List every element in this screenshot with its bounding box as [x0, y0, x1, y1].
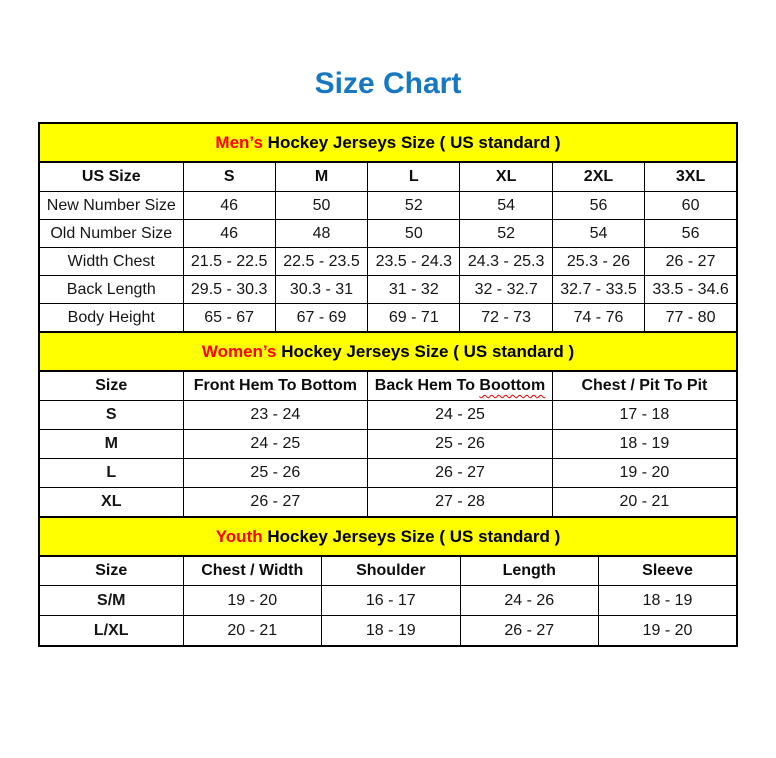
column-header: 3XL	[645, 162, 737, 192]
size-value: 33.5 - 34.6	[645, 276, 737, 304]
column-header: L	[368, 162, 460, 192]
row-header: New Number Size	[39, 192, 183, 220]
size-value: 72 - 73	[460, 304, 552, 333]
table-row	[39, 220, 737, 248]
size-value: 18 - 19	[599, 586, 738, 616]
size-value: 20 - 21	[552, 488, 737, 518]
size-value: 31 - 32	[368, 276, 460, 304]
table-row	[39, 304, 737, 333]
size-value: 27 - 28	[368, 488, 553, 518]
womens-size-table	[38, 331, 738, 518]
size-value: 20 - 21	[183, 616, 322, 647]
size-value: 23 - 24	[183, 401, 368, 430]
column-header: Back Hem To Boottom	[368, 371, 553, 401]
size-value: 54	[460, 192, 552, 220]
mens-size-table	[38, 122, 738, 333]
row-header: S/M	[39, 586, 183, 616]
size-value: 30.3 - 31	[275, 276, 367, 304]
size-value: 26 - 27	[645, 248, 737, 276]
size-value: 52	[368, 192, 460, 220]
heading-highlight: Women’s	[201, 341, 277, 361]
size-value: 25 - 26	[183, 459, 368, 488]
size-value: 26 - 27	[460, 616, 599, 647]
table-row	[39, 276, 737, 304]
table-row	[39, 488, 737, 518]
size-value: 46	[183, 220, 275, 248]
column-header: Length	[460, 556, 599, 586]
heading-text: Hockey Jerseys Size ( US standard )	[262, 526, 561, 546]
table-row	[39, 586, 737, 616]
size-value: 46	[183, 192, 275, 220]
row-header: M	[39, 430, 183, 459]
column-header: Front Hem To Bottom	[183, 371, 368, 401]
size-value: 21.5 - 22.5	[183, 248, 275, 276]
row-header: Old Number Size	[39, 220, 183, 248]
column-header: Size	[39, 371, 183, 401]
mens-section-heading	[39, 123, 737, 162]
size-value: 19 - 20	[552, 459, 737, 488]
size-value: 69 - 71	[368, 304, 460, 333]
page-title: Size Chart	[314, 67, 462, 100]
size-value: 26 - 27	[183, 488, 368, 518]
size-value: 24 - 26	[460, 586, 599, 616]
table-row	[39, 248, 737, 276]
misspelled-word: Boottom	[479, 377, 546, 394]
size-value: 24.3 - 25.3	[460, 248, 552, 276]
size-value: 23.5 - 24.3	[368, 248, 460, 276]
size-value: 24 - 25	[368, 401, 553, 430]
row-header: Body Height	[39, 304, 183, 333]
row-header: Width Chest	[39, 248, 183, 276]
size-value: 26 - 27	[368, 459, 553, 488]
size-value: 50	[368, 220, 460, 248]
row-header: L	[39, 459, 183, 488]
size-value: 19 - 20	[599, 616, 738, 647]
row-header: XL	[39, 488, 183, 518]
size-value: 54	[552, 220, 644, 248]
heading-text: Hockey Jerseys Size ( US standard )	[262, 132, 561, 152]
size-value: 32 - 32.7	[460, 276, 552, 304]
mens-heading-row	[39, 123, 737, 162]
mens-column-header-row	[39, 162, 737, 192]
size-value: 60	[645, 192, 737, 220]
size-value: 48	[275, 220, 367, 248]
size-value: 29.5 - 30.3	[183, 276, 275, 304]
size-value: 50	[275, 192, 367, 220]
table-row	[39, 430, 737, 459]
womens-heading-row	[39, 332, 737, 371]
size-value: 25.3 - 26	[552, 248, 644, 276]
size-value: 17 - 18	[552, 401, 737, 430]
row-header: Back Length	[39, 276, 183, 304]
column-header: S	[183, 162, 275, 192]
column-header: Chest / Width	[183, 556, 322, 586]
womens-column-header-row	[39, 371, 737, 401]
column-header: Size	[39, 556, 183, 586]
youth-size-table	[38, 516, 738, 647]
youth-column-header-row	[39, 556, 737, 586]
size-value: 32.7 - 33.5	[552, 276, 644, 304]
column-header: Sleeve	[599, 556, 738, 586]
size-value: 16 - 17	[322, 586, 461, 616]
size-value: 52	[460, 220, 552, 248]
youth-heading-row	[39, 517, 737, 556]
youth-section-heading	[39, 517, 737, 556]
size-value: 25 - 26	[368, 430, 553, 459]
size-value: 56	[645, 220, 737, 248]
row-header: S	[39, 401, 183, 430]
table-row	[39, 192, 737, 220]
column-header: Shoulder	[322, 556, 461, 586]
heading-text: Hockey Jerseys Size ( US standard )	[276, 341, 575, 361]
table-row	[39, 401, 737, 430]
size-value: 22.5 - 23.5	[275, 248, 367, 276]
size-value: 24 - 25	[183, 430, 368, 459]
column-header: US Size	[39, 162, 183, 192]
column-header: M	[275, 162, 367, 192]
size-value: 67 - 69	[275, 304, 367, 333]
table-row	[39, 616, 737, 647]
row-header: L/XL	[39, 616, 183, 647]
size-value: 18 - 19	[322, 616, 461, 647]
size-value: 56	[552, 192, 644, 220]
size-chart-image	[0, 66, 776, 758]
size-value: 19 - 20	[183, 586, 322, 616]
column-header: Chest / Pit To Pit	[552, 371, 737, 401]
size-value: 65 - 67	[183, 304, 275, 333]
size-value: 18 - 19	[552, 430, 737, 459]
heading-highlight: Youth	[215, 526, 263, 546]
column-header: XL	[460, 162, 552, 192]
column-header: 2XL	[552, 162, 644, 192]
heading-highlight: Men’s	[215, 132, 263, 152]
size-value: 74 - 76	[552, 304, 644, 333]
size-chart-tables	[38, 122, 738, 647]
womens-section-heading	[39, 332, 737, 371]
size-value: 77 - 80	[645, 304, 737, 333]
table-row	[39, 459, 737, 488]
